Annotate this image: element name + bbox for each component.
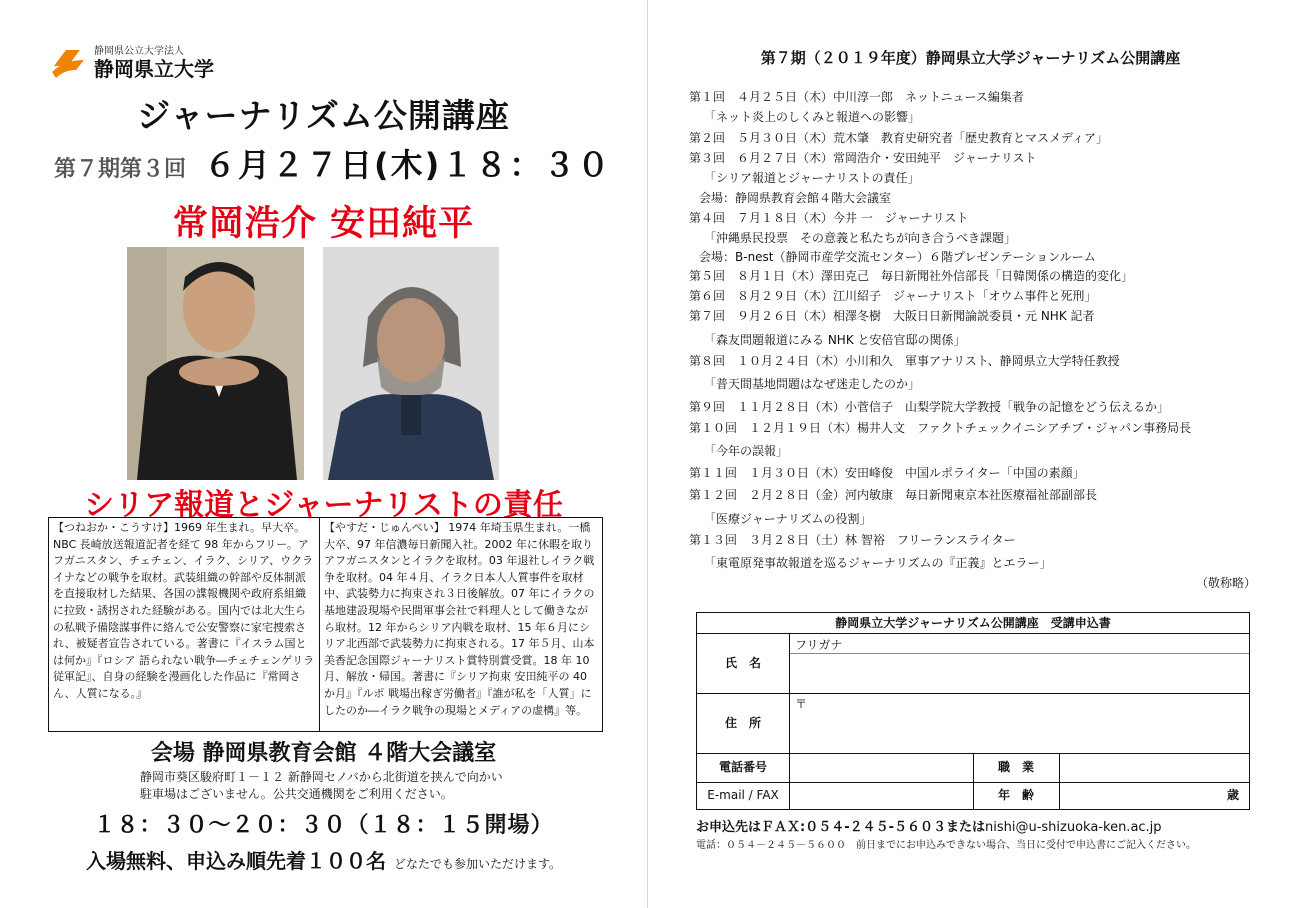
schedule-line: 「ネット炎上のしくみと報道への影響」 — [704, 110, 921, 124]
schedule-line: 第６回 ８月２９日（木）江川紹子 ジャーナリスト「オウム事件と死刑」 — [689, 289, 1097, 303]
logo-name: 静岡県立大学 — [94, 57, 214, 81]
phone-label: 電話番号 — [718, 760, 767, 774]
age-field[interactable] — [1061, 784, 1221, 807]
university-logo — [50, 46, 214, 80]
lecture-topic: シリア報道とジャーナリストの責任 — [84, 488, 563, 523]
schedule-line: 「シリア報道とジャーナリストの責任」 — [704, 171, 920, 185]
lecture-title: ジャーナリズム公開講座 — [137, 96, 510, 135]
phone-note: 電話：０５４－２４５－５６００ 前日までにお申込みできない場合、当日に受付で申込書にご記入ください。 — [696, 840, 1196, 851]
admission-main: 入場無料、申込み順先着１００名 — [86, 849, 386, 873]
apply-contact — [696, 816, 1162, 835]
furigana-label: フリガナ — [795, 638, 843, 652]
speaker-photo-yasuda — [323, 247, 499, 480]
application-form — [696, 612, 1250, 810]
lecture-hours: １８：３０～２０：３０（１８：１５開場） — [93, 813, 554, 838]
phone-field[interactable] — [791, 755, 971, 780]
apply-email[interactable]: nishi@u-shizuoka-ken.ac.jp — [985, 820, 1162, 835]
apply-fax: お申込先はＦＡＸ:０５４-２４５-５６０３または — [696, 820, 985, 835]
address-line-2: 駐車場はございません。公共交通機関をご利用ください。 — [140, 787, 453, 801]
postal-mark: 〒 — [795, 697, 808, 711]
schedule-line: 第１２回 ２月２８日（金）河内敏康 毎日新聞東京本社医療福祉部副部長 — [689, 488, 1098, 502]
logo-mark-icon — [50, 46, 88, 80]
schedule-line: 第２回 ５月３０日（木）荒木肇 教育史研究者「歴史教育とマスメディア」 — [689, 131, 1109, 145]
schedule-line: 第１回 ４月２５日（木）中川淳一郎 ネットニュース編集者 — [689, 90, 1024, 104]
age-unit: 歳 — [1226, 788, 1239, 802]
bio-tsuneoka: 【つねおか・こうすけ】1969 年生まれ。早大卒。NBC 長崎放送報道記者を経て 98 年からフリー。アフガニスタン、チェチェン、イラク、シリア、ウクライナなどの戦争を取材。武装組織の幹部や反体制派を直接取材した結果、各国の諜報機関や政府系組織に拉致・誘拐された経験がある。国内では北大生らの私戦予備陰謀事件に絡んで公安警察に家宅捜索され、被疑者宣告されている。著書に『イスラム国とは何か』『ロシア 語られない戦争―チェチェンゲリラ従軍記』、自身の経験を漫画化した作品に『常岡さん、人質になる。』 — [48, 517, 320, 732]
logo-subtitle: 静岡県公立大学法人 — [94, 46, 184, 57]
page-divider — [647, 0, 648, 908]
schedule-line: 第３回 ６月２７日（木）常岡浩介・安田純平 ジャーナリスト — [689, 151, 1037, 165]
email-fax-field[interactable] — [791, 784, 971, 807]
speaker-names: 常岡浩介 安田純平 — [172, 204, 475, 244]
schedule-line: 「普天間基地問題はなぜ迷走したのか」 — [704, 377, 921, 391]
session-line — [54, 140, 611, 186]
name-field[interactable] — [791, 655, 1247, 691]
schedule-line: 第９回 １１月２８日（木）小菅信子 山梨学院大学教授「戦争の記憶をどう伝えるか」 — [689, 400, 1170, 414]
schedule-line: 第１０回 １２月１９日（木）楊井人文 ファクトチェックイニシアチブ・ジャパン事務局長 — [689, 421, 1192, 435]
honorifics-note: （敬称略） — [1196, 576, 1257, 590]
schedule-line: 「今年の誤報」 — [704, 444, 789, 458]
schedule-line: 会場：静岡県教育会館４階大会議室 — [699, 191, 892, 205]
furigana-field[interactable] — [791, 634, 1247, 652]
admission-note: どなたでも参加いただけます。 — [394, 857, 562, 871]
job-label: 職 業 — [997, 760, 1034, 774]
schedule-line: 第５回 ８月１日（木）澤田克己 毎日新聞社外信部長「日韓関係の構造的変化」 — [689, 269, 1134, 283]
schedule-line: 第７回 ９月２６日（木）相澤冬樹 大阪日日新聞論説委員・元 NHK 記者 — [689, 309, 1095, 323]
job-field[interactable] — [1061, 755, 1247, 780]
venue-title: 会場 静岡県教育会館 ４階大会議室 — [150, 741, 497, 766]
address-field[interactable] — [791, 695, 1247, 751]
speaker-photo-tsuneoka — [127, 247, 304, 480]
address-label: 住 所 — [724, 716, 761, 730]
schedule-line: 第１１回 １月３０日（木）安田峰俊 中国ルポライター「中国の素顔」 — [689, 466, 1085, 480]
schedule-line: 「沖縄県民投票 その意義と私たちが向き合うべき課題」 — [704, 231, 1017, 245]
series-title: 第７期（２０１９年度）静岡県立大学ジャーナリズム公開講座 — [760, 49, 1181, 67]
schedule-line: 第８回 １０月２４日（木）小川和久 軍事アナリスト、静岡県立大学特任教授 — [689, 354, 1120, 368]
schedule-line: 第４回 ７月１８日（木）今井 一 ジャーナリスト — [689, 211, 969, 225]
schedule-line: 第１３回 ３月２８日（土）林 智裕 フリーランスライター — [689, 533, 1016, 547]
session-datetime: ６月２７日(木)１８：３０ — [204, 146, 612, 184]
session-number: 第７期第３回 — [54, 157, 187, 182]
name-label: 氏 名 — [724, 656, 761, 670]
admission-info — [86, 845, 561, 874]
form-header: 静岡県立大学ジャーナリズム公開講座 受講申込書 — [835, 616, 1111, 630]
schedule-line: 「森友問題報道にみる NHK と安倍官邸の関係」 — [704, 333, 966, 347]
schedule-line: 「医療ジャーナリズムの役割」 — [704, 512, 872, 526]
email-fax-label: E-mail / FAX — [707, 788, 779, 802]
bio-yasuda: 【やすだ・じゅんぺい】 1974 年埼玉県生まれ。一橋大卒、97 年信濃毎日新聞入社。2002 年に休暇を取りアフガニスタンとイラクを取材。03 年退社しイラク戦争を取材。04 年４月、イラク日本人人質事件を取材中、武装勢力に拘束され３日後解放。07 年にイラクの基地建設現場や民間軍事会社で料理人として働きながら取材。12 年からシリア内戦を取材、15 年６月にシリア北西部で武装勢力に拘束される。17 年５月、山本美香記念国際ジャーナリスト賞特別賞受賞。18 年 10 月、解放・帰国。著書に『シリア拘束 安田純平の 40 か月』『ルポ 戦場出稼ぎ労働者』『誰が私を「人質」にしたのか―イラク戦争の現場とメディアの虚構』等。 — [319, 517, 603, 732]
age-label: 年 齢 — [997, 788, 1034, 802]
venue-address — [140, 769, 503, 803]
schedule-line: 会場：B-nest（静岡市産学交流センター）６階プレゼンテーションルーム — [699, 250, 1096, 264]
schedule-line: 「東電原発事故報道を巡るジャーナリズムの『正義』とエラー」 — [704, 556, 1052, 570]
address-line-1: 静岡市葵区駿府町１－１２ 新静岡セノバから北街道を挟んで向かい — [140, 770, 503, 784]
